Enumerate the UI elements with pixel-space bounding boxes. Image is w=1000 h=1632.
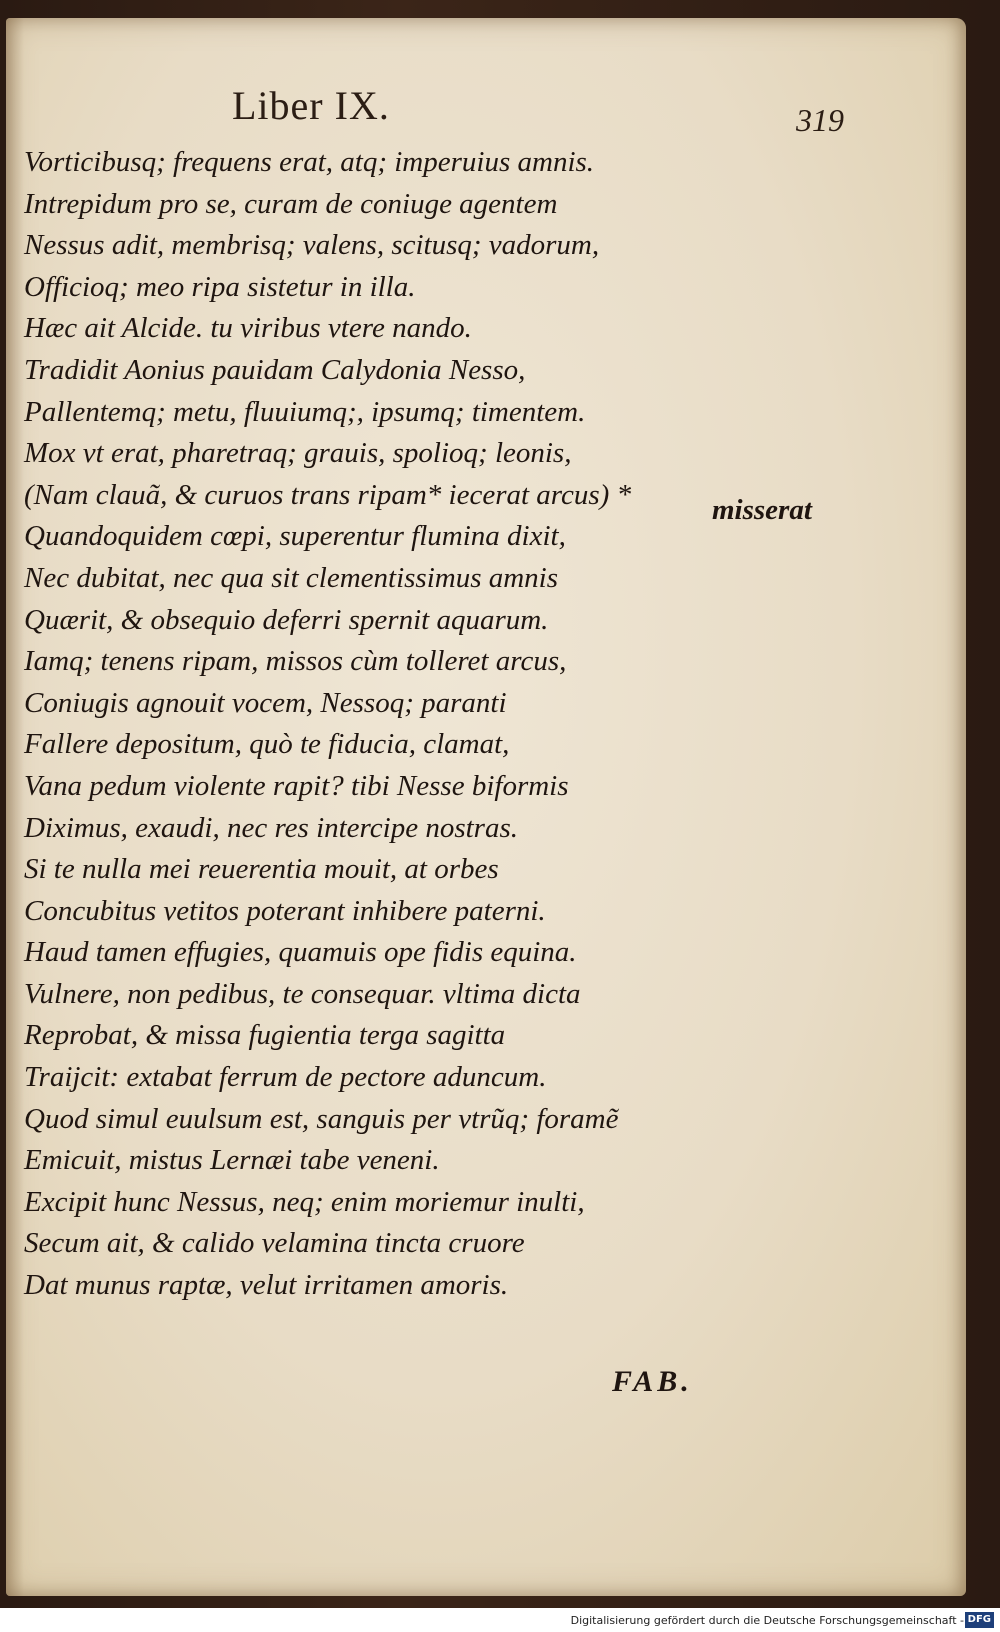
verse-line: Concubitus vetitos poterant inhibere paterni. [24, 894, 546, 927]
running-head: Liber IX. [232, 83, 390, 128]
dfg-logo-icon: DFG [965, 1612, 994, 1628]
verse-line: Coniugis agnouit vocem, Nessoq; paranti [24, 686, 507, 719]
verse-line: Haud tamen effugies, quamuis ope fidis equina. [24, 936, 577, 969]
verse-line: Nec dubitat, nec qua sit clementissimus amnis [24, 561, 559, 594]
verse-line: Fallere depositum, quò te fiducia, clamat, [24, 728, 510, 761]
verse-line: Pallentemq; metu, fluuiumq;, ipsumq; timentem. [24, 395, 586, 428]
verse-line: Hæc ait Alcide. tu viribus vtere nando. [24, 312, 472, 345]
verse-line: Traijcit: extabat ferrum de pectore aduncum. [24, 1061, 547, 1094]
verse-line: Diximus, exaudi, nec res intercipe nostras. [24, 811, 518, 844]
verse-line: Si te nulla mei reuerentia mouit, at orbes [24, 853, 499, 886]
verse-line: Quandoquidem cœpi, superentur flumina dixit, [24, 520, 566, 553]
verse-line: Nessus adit, membrisq; valens, scitusq; vadorum, [24, 229, 600, 262]
page-number: 319 [796, 102, 844, 138]
verse-line: Emicuit, mistus Lernæi tabe veneni. [24, 1144, 440, 1177]
verse-line: Intrepidum pro se, curam de coniuge agentem [24, 187, 558, 220]
verse-line: Secum ait, & calido velamina tincta cruore [24, 1227, 525, 1260]
catchword: FAB. [612, 1365, 693, 1398]
verse-line: Mox vt erat, pharetraq; grauis, spolioq; leonis, [24, 437, 572, 470]
marginal-note: misserat [712, 494, 812, 526]
verse-line: Reprobat, & missa fugientia terga sagitta [24, 1019, 506, 1052]
verse-line: Vulnere, non pedibus, te consequar. vltima dicta [24, 977, 581, 1010]
verse-line: Quod simul euulsum est, sanguis per vtrũq; foramẽ [24, 1102, 619, 1135]
page-shadow-edge [6, 18, 24, 1596]
verse-line: Officioq; meo ripa sistetur in illa. [24, 270, 416, 303]
verse-line: Iamq; tenens ripam, missos cùm tolleret arcus, [24, 645, 567, 678]
verse-text [24, 142, 631, 1307]
verse-line: Excipit hunc Nessus, neq; enim moriemur inulti, [24, 1185, 585, 1218]
verse-line: Dat munus raptæ, velut irritamen amoris. [24, 1269, 509, 1302]
verse-line: Quærit, & obsequio deferri spernit aquarum. [24, 603, 549, 636]
verse-line: Tradidit Aonius pauidam Calydonia Nesso, [24, 353, 526, 386]
footer-credit: Digitalisierung gefördert durch die Deutsche Forschungsgemeinschaft - [570, 1614, 964, 1627]
verse-line: Vana pedum violente rapit? tibi Nesse biformis [24, 769, 569, 802]
verse-line: Vorticibusq; frequens erat, atq; imperuius amnis. [24, 146, 595, 178]
verse-line: (Nam clauã, & curuos trans ripam* iecerat arcus) * [24, 478, 632, 511]
